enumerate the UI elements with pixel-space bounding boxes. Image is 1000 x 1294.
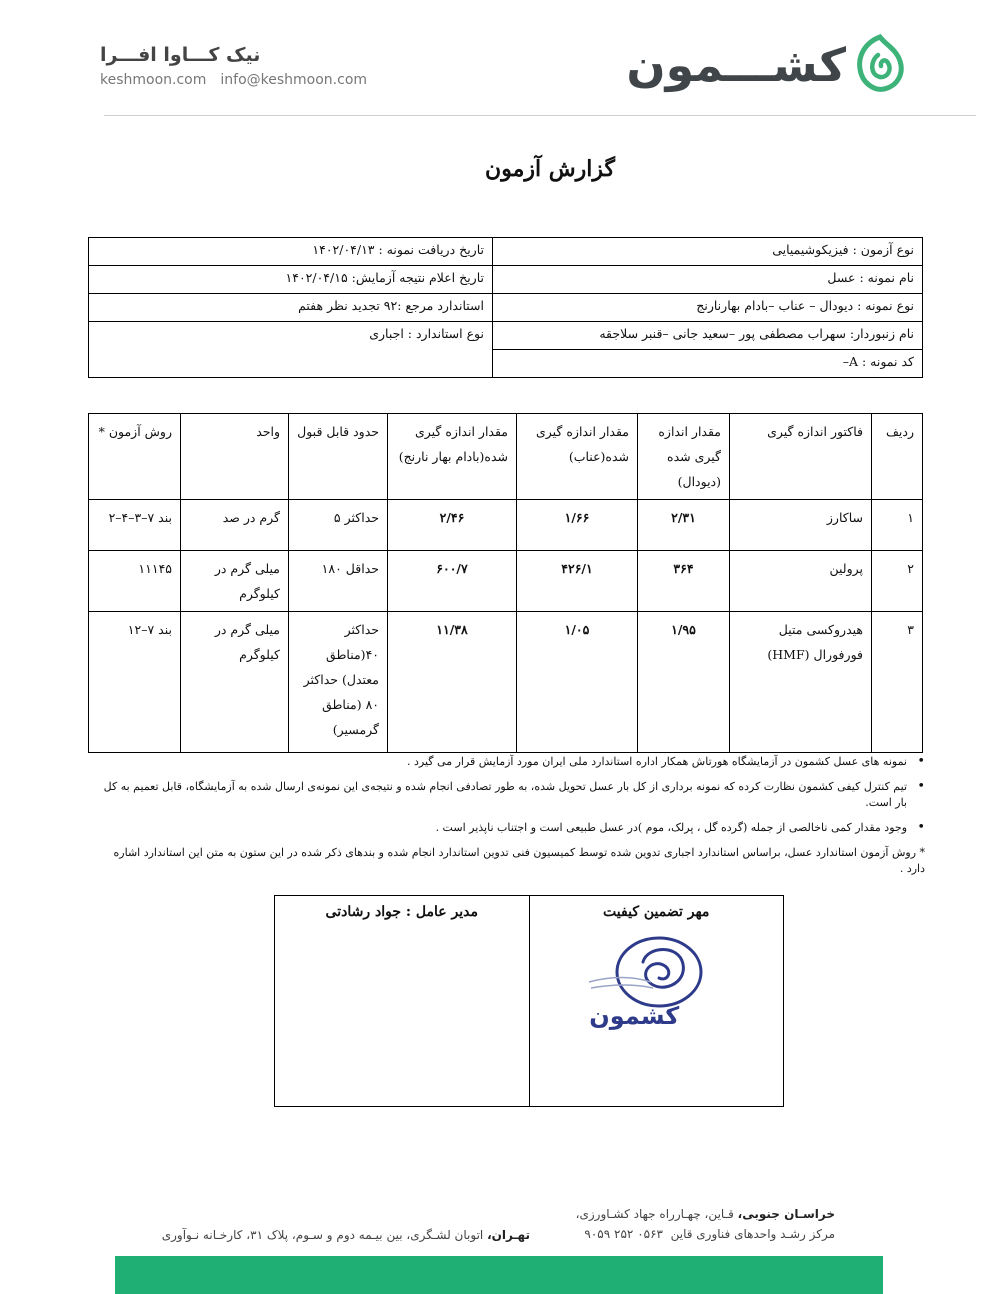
- unit: میلی گرم در کیلوگرم: [181, 551, 289, 612]
- info-table: [88, 237, 923, 378]
- note-item: • نمونه های عسل کشمون در آزمایشگاه هورتاش همکار اداره استاندارد ملی ایران مورد آزمایش قرار می گیرد .: [407, 754, 925, 769]
- sample-kind: نوع نمونه : دیودال – عناب –بادام بهارنارنج: [493, 294, 923, 322]
- manager-label: مدیر عامل : جواد رشادتی: [325, 904, 478, 920]
- value-almond: ۲/۴۶: [388, 500, 517, 551]
- note-item: • تیم کنترل کیفی کشمون نظارت کرده که نمونه برداری از کل بار عسل تحویل شده، به طور تصادفی انجام شده و نتیجه‌ی این نمونه‌ی ارسال شده به آزمایشگاه، قابل تعمیم به کل بار است.: [103, 779, 925, 809]
- keshmoon-seal-icon: [581, 932, 731, 1042]
- row-number: ۳: [872, 612, 923, 753]
- quality-seal-cell: [529, 896, 784, 1107]
- method-footnote: * روش آزمون استاندارد عسل، براساس استاندارد اجباری تدوین شده توسط کمیسیون فنی تدوین استاندارد انجام شده و بندهای ذکر شده در این ستون به متن این استاندارد اشاره دارد .: [113, 846, 925, 875]
- footer-phone: ۰۵۶۳ ۲۵۲ ۹۰۵۹: [584, 1227, 663, 1241]
- standard-type: نوع استاندارد : اجباری: [89, 322, 493, 378]
- factor: هیدروکسی متیل فورفورال (HMF): [730, 612, 872, 753]
- col-header: روش آزمون *: [89, 414, 181, 500]
- factor: پرولین: [730, 551, 872, 612]
- value-almond: ۱۱/۳۸: [388, 612, 517, 753]
- approval-table: [274, 895, 784, 1107]
- header-divider: [104, 115, 976, 116]
- receive-date: تاریخ دریافت نمونه : ۱۴۰۲/۰۴/۱۳: [89, 238, 493, 266]
- col-header: مقدار اندازه گیری شده(عناب): [517, 414, 638, 500]
- page-title: گزارش آزمون: [485, 156, 615, 182]
- beekeeper-names: نام زنبوردار: سهراب مصطفی پور –سعید جانی –قنبر سلاجقه: [493, 322, 923, 350]
- row-number: ۲: [872, 551, 923, 612]
- col-header: مقدار اندازه گیری شده(بادام بهار نارنج): [388, 414, 517, 500]
- value-annab: ۱/۰۵: [517, 612, 638, 753]
- footer-tehran-address: تهـران، اتوبان لشـگری، بین بیـمه دوم و سـوم، پلاک ۳۱، کارخـانه نـوآوری: [161, 1228, 530, 1242]
- brand-name: کشـــمون: [626, 38, 846, 92]
- keshmoon-swirl-icon: [854, 33, 906, 97]
- company-name: نیک کـــاوا افـــرا: [100, 44, 261, 66]
- table-row: [89, 500, 923, 551]
- note-item: • وجود مقدار کمی ناخالصی از جمله (گرده گل ، پرلک، موم )در عسل طبیعی است و اجتناب ناپذیر است .: [435, 820, 925, 835]
- test-method: بند ۷–۳–۴–۲: [89, 500, 181, 551]
- acceptable-limit: حداکثر ۴۰(مناطق معتدل) حداکثر ۸۰ (مناطق گرمسیر): [289, 612, 388, 753]
- test-method: بند ۷–۱۲: [89, 612, 181, 753]
- value-dioudal: ۱/۹۵: [638, 612, 730, 753]
- company-block: [100, 44, 400, 88]
- col-header: واحد: [181, 414, 289, 500]
- footer-bar: [115, 1256, 883, 1294]
- col-header: ردیف: [872, 414, 923, 500]
- test-type: نوع آزمون : فیزیکوشیمیایی: [493, 238, 923, 266]
- col-header: حدود قابل قبول: [289, 414, 388, 500]
- brand-logo: [626, 30, 906, 100]
- col-header: مقدار اندازه گیری شده (دیودال): [638, 414, 730, 500]
- value-dioudal: ۳۶۴: [638, 551, 730, 612]
- quality-seal-label: مهر تضمین کیفیت: [603, 904, 710, 920]
- sample-name: نام نمونه : عسل: [493, 266, 923, 294]
- reference-standard: استاندارد مرجع :۹۲ تجدید نظر هفتم: [89, 294, 493, 322]
- value-annab: ۱/۶۶: [517, 500, 638, 551]
- value-dioudal: ۲/۳۱: [638, 500, 730, 551]
- unit: گرم در صد: [181, 500, 289, 551]
- acceptable-limit: حداکثر ۵: [289, 500, 388, 551]
- test-method: ۱۱۱۴۵: [89, 551, 181, 612]
- value-annab: ۴۲۶/۱: [517, 551, 638, 612]
- results-table: [88, 413, 923, 753]
- email-link[interactable]: info@keshmoon.com: [220, 72, 368, 88]
- value-almond: ۶۰۰/۷: [388, 551, 517, 612]
- website-link[interactable]: keshmoon.com: [100, 72, 207, 88]
- unit: میلی گرم در کیلوگرم: [181, 612, 289, 753]
- seal-word: کشمون: [589, 1002, 680, 1030]
- row-number: ۱: [872, 500, 923, 551]
- result-date: تاریخ اعلام نتیجه آزمایش: ۱۴۰۲/۰۴/۱۵: [89, 266, 493, 294]
- col-header: فاکتور اندازه گیری: [730, 414, 872, 500]
- notes: [95, 754, 925, 886]
- footer-khorasan-address: خراسـان جنوبی، قـاین، چهـارراه جهاد کشـاورزی، مرکز رشـد واحدهای فناوری قاین ۰۵۶۳ ۲۵۲ ۹۰۵۹: [575, 1207, 835, 1241]
- results-header-row: [89, 414, 923, 500]
- acceptable-limit: حداقل ۱۸۰: [289, 551, 388, 612]
- company-contact: [100, 72, 400, 88]
- factor: ساکارز: [730, 500, 872, 551]
- manager-signature-cell: [275, 896, 530, 1107]
- table-row: [89, 551, 923, 612]
- table-row: [89, 612, 923, 753]
- sample-code: کد نمونه : A–: [493, 350, 923, 378]
